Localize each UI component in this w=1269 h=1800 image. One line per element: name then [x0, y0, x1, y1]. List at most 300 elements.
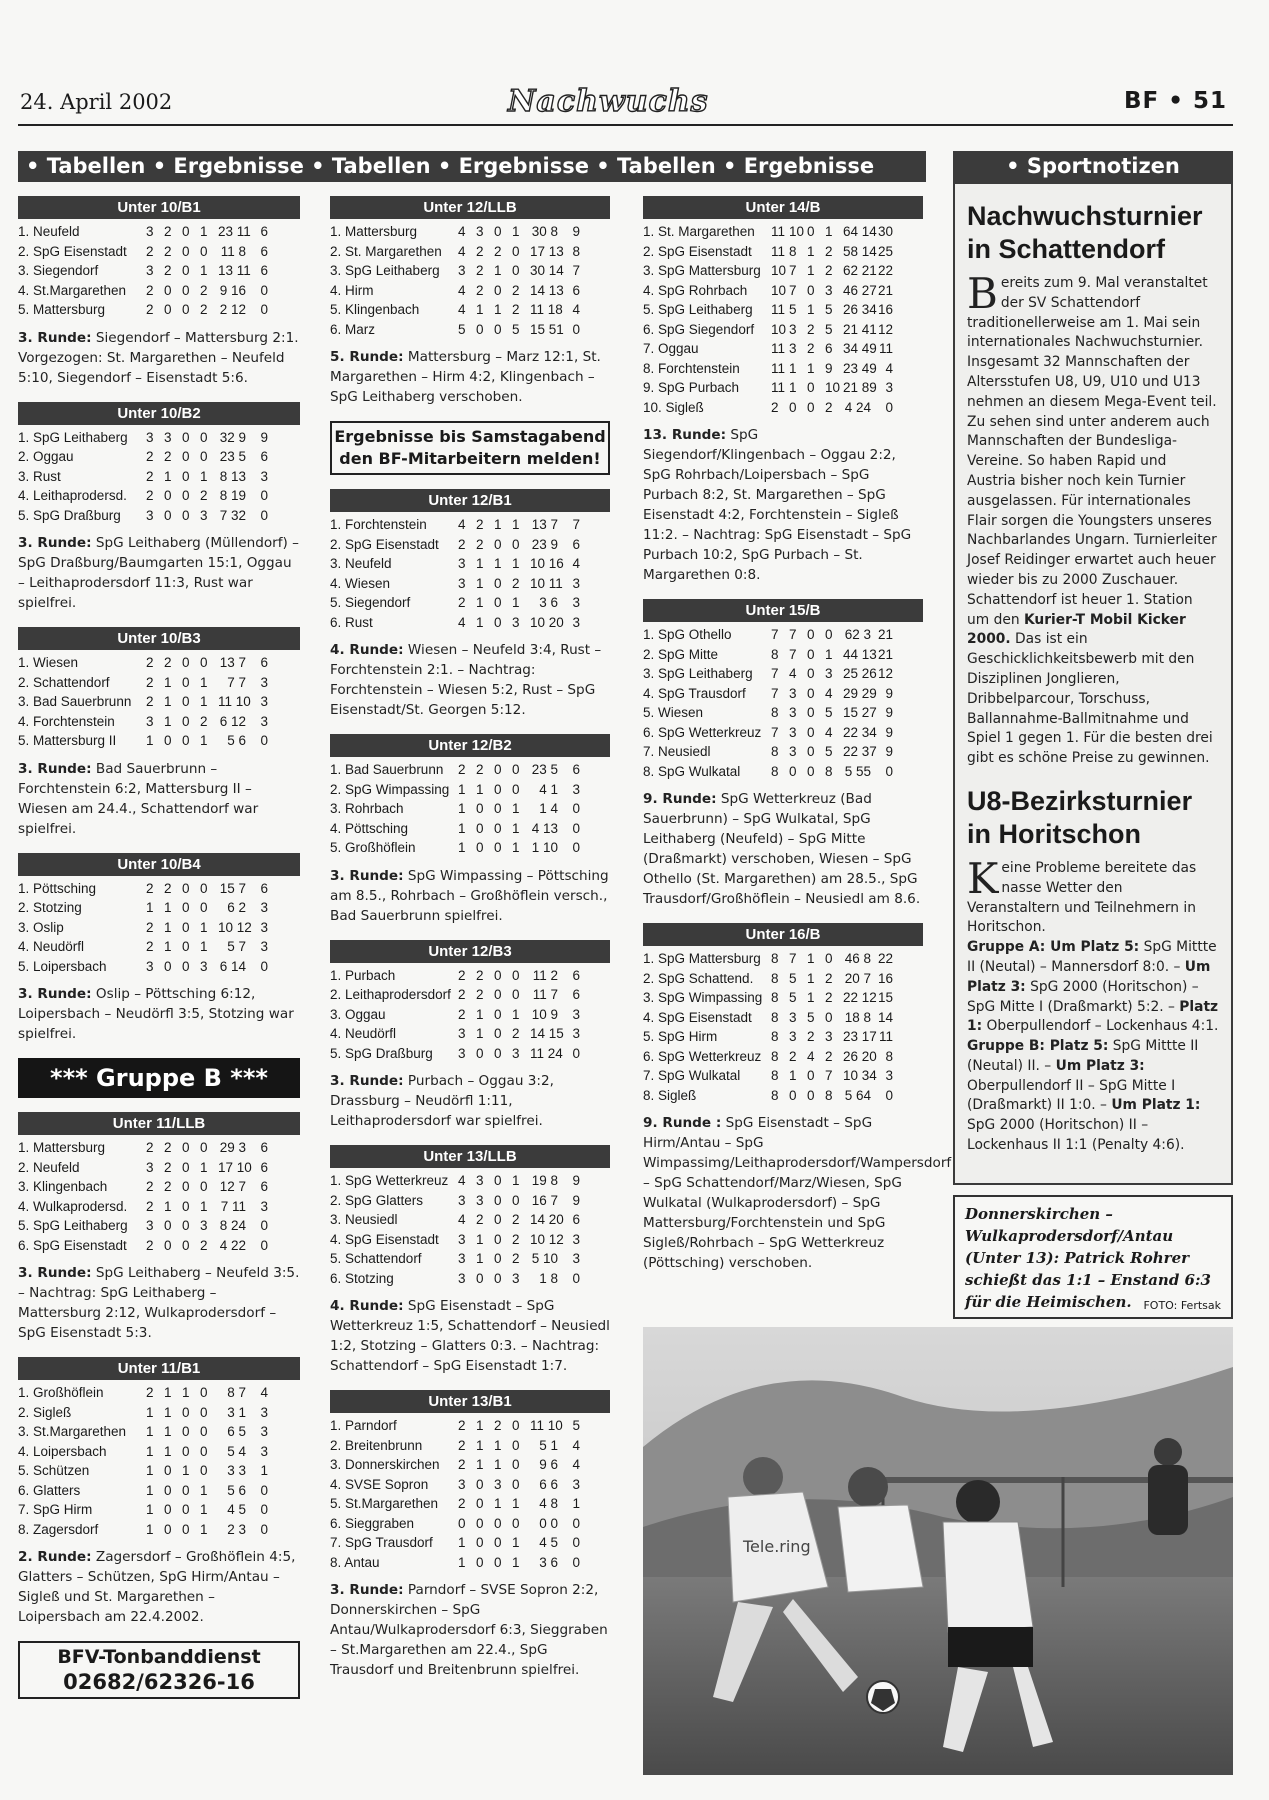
gruppe-b-heading: *** Gruppe B *** — [18, 1058, 300, 1098]
wins: 7 — [789, 627, 797, 642]
losses: 1 — [512, 556, 520, 571]
points: 9 — [885, 724, 893, 740]
team-name: 5. SpG Leithaberg — [18, 1218, 128, 1233]
draws: 1 — [494, 263, 502, 278]
games: 2 — [146, 919, 154, 935]
wins: 1 — [164, 713, 172, 729]
wins: 0 — [164, 507, 172, 523]
games: 7 — [771, 666, 779, 681]
goals: 4 22 — [219, 1237, 246, 1253]
games: 3 — [458, 1026, 466, 1041]
wins: 2 — [476, 967, 484, 983]
losses: 0 — [825, 951, 833, 966]
games: 2 — [146, 1237, 154, 1253]
losses: 0 — [200, 1443, 208, 1459]
points: 3 — [260, 919, 268, 935]
draws: 0 — [494, 1231, 502, 1247]
games: 11 — [771, 224, 786, 239]
draws: 0 — [494, 1045, 502, 1061]
draws: 0 — [182, 302, 190, 317]
article-body-2: Keine Probleme bereitete das nasse Wetter den Veranstaltern und Teilnehmern in Horitschon. Gruppe A: Um Platz 5: SpG Mittte II (Neutal) – Mannersdorf 8:0. – Um Platz 3: SpG 2000 (Horitschon) – SpG Mitte I (Draßmarkt) 5:2. – Platz 1: Oberpullendorf – Lockenhaus 4:1. Gruppe B: Platz 5: SpG Mittte II (Neutal) II. – Um Platz 3: Oberpullendorf II – SpG Mitte I (Draßmarkt) II 1:0. – Um Platz 1: SpG 2000 (Horitschon) II – Lockenhaus II 1:1 (Penalty 4:6). — [967, 853, 1219, 1154]
table-row — [18, 1236, 300, 1256]
wins: 3 — [789, 1029, 797, 1044]
standings-table — [18, 627, 300, 839]
team-name: 2. SpG Mitte — [643, 646, 719, 662]
goals: 14 20 — [530, 1212, 564, 1227]
points: 3 — [572, 1231, 580, 1247]
points: 21 — [877, 282, 893, 298]
team-name: 5. Mattersburg II — [18, 733, 117, 748]
wins: 2 — [476, 987, 484, 1002]
goals: 14 15 — [530, 1026, 564, 1041]
goals: 23 11 — [218, 224, 251, 239]
draws: 0 — [182, 488, 190, 503]
team-name: 8. Forchtenstein — [643, 360, 740, 376]
team-name: 5. Schützen — [18, 1463, 90, 1478]
table-row — [643, 378, 923, 398]
round-results: 9. Runde : SpG Eisenstadt – SpG Hirm/Antau – SpG Wimpassimg/Leithaprodersdorf/Wampersdorf – SpG Schattendorf/Marz/Wiesen, SpG Wulkatal (Wulkaprodersdorf) – SpG Mattersburg/Forchtenstein und SpG Sigleß/Rohrbach – SpG Wetterkreuz (Pöttsching) verschoben. — [643, 1115, 952, 1271]
points: 9 — [260, 429, 268, 445]
team-name: 4. Hirm — [330, 282, 374, 298]
table-row — [18, 1442, 300, 1462]
points: 3 — [572, 595, 580, 610]
draws: 0 — [494, 614, 502, 630]
draws: 1 — [807, 360, 815, 376]
team-name: 4. SpG Trausdorf — [643, 685, 746, 701]
points: 9 — [885, 685, 893, 701]
goals: 23 5 — [219, 449, 246, 464]
draws: 0 — [807, 666, 815, 681]
table-row — [18, 1403, 300, 1423]
losses: 2 — [512, 1212, 520, 1227]
wins: 5 — [789, 302, 797, 317]
wins: 7 — [789, 646, 797, 662]
draws: 3 — [494, 1476, 502, 1492]
points: 4 — [572, 302, 580, 317]
losses: 1 — [200, 919, 208, 935]
wins: 3 — [164, 429, 172, 445]
wins: 1 — [164, 1404, 172, 1420]
games: 11 — [771, 243, 786, 259]
goals: 8 19 — [219, 488, 246, 503]
losses: 2 — [825, 990, 833, 1005]
table-row — [18, 242, 300, 262]
losses: 1 — [200, 1502, 208, 1517]
goals: 58 14 — [843, 243, 877, 259]
table-row — [643, 359, 923, 379]
sportnotizen-banner: • Sportnotizen — [953, 151, 1233, 182]
games: 8 — [771, 763, 779, 779]
table-row — [330, 515, 610, 535]
points: 0 — [572, 1535, 580, 1550]
table-row — [18, 300, 300, 320]
table-row — [643, 664, 923, 684]
draws: 1 — [494, 517, 502, 532]
team-name: 5. Mattersburg — [18, 302, 106, 317]
goals: 4 8 — [539, 1496, 558, 1511]
draws: 0 — [182, 958, 190, 974]
losses: 0 — [825, 627, 833, 642]
wins: 10 — [789, 224, 805, 239]
team-name: 8. SpG Wulkatal — [643, 763, 741, 779]
points: 11 — [878, 341, 893, 356]
team-name: 1. SpG Othello — [643, 627, 732, 642]
team-name: 2. SpG Glatters — [330, 1192, 424, 1208]
table-row — [18, 281, 300, 301]
losses: 4 — [825, 724, 833, 740]
wins: 1 — [164, 468, 172, 484]
standings-table — [643, 599, 923, 909]
draws: 0 — [182, 1424, 190, 1439]
table-row — [643, 261, 923, 281]
wins: 0 — [476, 1496, 484, 1511]
games: 4 — [458, 224, 466, 239]
goals: 26 34 — [843, 302, 877, 317]
goals: 8 7 — [227, 1385, 246, 1400]
team-name: 5. SpG Draßburg — [330, 1045, 433, 1061]
goals: 6 5 — [227, 1424, 246, 1439]
team-name: 3. SpG Leithaberg — [330, 263, 440, 278]
losses: 1 — [200, 1159, 208, 1175]
games: 3 — [146, 958, 154, 974]
team-name: 9. SpG Purbach — [643, 380, 740, 395]
losses: 2 — [200, 488, 208, 503]
team-name: 1. SpG Leithaberg — [18, 429, 128, 445]
points: 3 — [572, 1026, 580, 1041]
team-name: 2. St. Margarethen — [330, 243, 442, 259]
games: 1 — [146, 1424, 154, 1439]
games: 2 — [146, 1385, 154, 1400]
wins: 3 — [476, 1192, 484, 1208]
games: 4 — [458, 282, 466, 298]
wins: 0 — [476, 1270, 484, 1286]
team-name: 1. Parndorf — [330, 1418, 397, 1433]
goals: 4 13 — [531, 820, 558, 836]
losses: 1 — [512, 801, 520, 816]
draws: 0 — [182, 1237, 190, 1253]
team-name: 8. Sigleß — [643, 1087, 697, 1103]
draws: 0 — [494, 820, 502, 836]
table-row — [18, 731, 300, 751]
points: 4 — [260, 1385, 268, 1400]
points: 0 — [572, 820, 580, 836]
goals: 46 27 — [843, 282, 877, 298]
table-row — [643, 703, 923, 723]
points: 0 — [260, 1502, 268, 1517]
points: 9 — [885, 744, 893, 759]
losses: 5 — [825, 321, 833, 337]
round-results: 3. Runde: Purbach – Oggau 3:2, Drassburg – Neudörfl 1:11, Leithaprodersdorf war spielfrei. — [330, 1073, 554, 1129]
points: 0 — [885, 1087, 893, 1103]
games: 1 — [458, 1554, 466, 1570]
table-row — [18, 937, 300, 957]
table-row — [18, 506, 300, 526]
losses: 5 — [825, 302, 833, 317]
table-row — [643, 949, 923, 969]
team-name: 1. Pöttsching — [18, 880, 97, 896]
draws: 0 — [807, 1087, 815, 1103]
draws: 5 — [807, 1009, 815, 1025]
games: 1 — [146, 733, 154, 748]
goals: 62 21 — [843, 263, 877, 278]
points: 0 — [260, 1218, 268, 1233]
col1-tables — [18, 196, 300, 1044]
games: 1 — [458, 840, 466, 855]
table-row — [330, 1514, 610, 1534]
points: 0 — [885, 399, 893, 415]
points: 6 — [260, 224, 268, 239]
wins: 1 — [476, 614, 484, 630]
games: 2 — [146, 880, 154, 896]
draws: 0 — [807, 282, 815, 298]
wins: 1 — [789, 380, 797, 395]
table-row — [18, 1177, 300, 1197]
table-row — [643, 1047, 923, 1067]
games: 3 — [146, 1218, 154, 1233]
games: 1 — [146, 1404, 154, 1420]
table-row — [643, 1027, 923, 1047]
section-banner: • Tabellen • Ergebnisse • Tabellen • Ergebnisse • Tabellen • Ergebnisse — [18, 151, 926, 182]
draws: 1 — [807, 243, 815, 259]
team-name: 6. Rust — [330, 614, 373, 630]
page-header — [18, 84, 1233, 126]
team-name: 5. Großhöflein — [330, 840, 416, 855]
jersey-text: Tele.ring — [743, 1537, 811, 1556]
team-name: 6. Sieggraben — [330, 1515, 415, 1531]
goals: 34 49 — [843, 341, 877, 356]
wins: 5 — [789, 990, 797, 1005]
goals: 9 16 — [219, 282, 246, 298]
games: 2 — [146, 1140, 154, 1155]
wins: 3 — [476, 224, 484, 239]
games: 8 — [771, 1048, 779, 1064]
table-row — [18, 486, 300, 506]
draws: 1 — [807, 951, 815, 966]
losses: 3 — [825, 666, 833, 681]
draws: 0 — [807, 763, 815, 779]
points: 6 — [260, 449, 268, 464]
games: 4 — [458, 1212, 466, 1227]
draws: 0 — [807, 646, 815, 662]
results-notice: Ergebnisse bis Samstagabend den BF-Mitarbeitern melden! — [330, 421, 610, 475]
team-name: 3. SpG Leithaberg — [643, 666, 753, 681]
table-row — [330, 1553, 610, 1573]
draws: 4 — [807, 1048, 815, 1064]
losses: 2 — [200, 713, 208, 729]
points: 6 — [260, 1179, 268, 1194]
table-row — [330, 1024, 610, 1044]
points: 6 — [572, 762, 580, 777]
table-row — [330, 242, 610, 262]
table-row — [643, 762, 923, 782]
column-2 — [330, 196, 610, 1694]
table-row — [18, 1422, 300, 1442]
table-row — [330, 1269, 610, 1289]
goals: 10 34 — [843, 1068, 877, 1083]
tonbanddienst-box — [18, 1641, 300, 1699]
games: 11 — [771, 302, 786, 317]
goals: 15 27 — [843, 705, 877, 720]
table-row — [18, 1216, 300, 1236]
team-name: 6. Stotzing — [330, 1270, 394, 1286]
losses: 1 — [512, 1006, 520, 1022]
draws: 1 — [494, 1457, 502, 1472]
table-row — [330, 281, 610, 301]
draws: 0 — [182, 429, 190, 445]
losses: 5 — [825, 705, 833, 720]
draws: 0 — [494, 1251, 502, 1266]
team-name: 3. Oggau — [330, 1006, 386, 1022]
losses: 1 — [200, 939, 208, 954]
table-row — [330, 1005, 610, 1025]
standings-table — [330, 489, 610, 720]
goals: 21 89 — [843, 380, 877, 395]
losses: 0 — [200, 1424, 208, 1439]
draws: 2 — [807, 1029, 815, 1044]
table-row — [330, 1249, 610, 1269]
table-row — [330, 780, 610, 800]
table-row — [330, 760, 610, 780]
team-name: 5. Wiesen — [643, 705, 704, 720]
points: 3 — [260, 713, 268, 729]
games: 11 — [771, 380, 786, 395]
losses: 2 — [512, 302, 520, 317]
round-results: 5. Runde: Mattersburg – Marz 12:1, St. Margarethen – Hirm 4:2, Klingenbach – SpG Leithaberg verschoben. — [330, 349, 601, 405]
wins: 1 — [476, 1457, 484, 1472]
col1-tables-gruppe-b — [18, 1112, 300, 1627]
wins: 2 — [164, 1179, 172, 1194]
wins: 1 — [164, 1424, 172, 1439]
wins: 2 — [476, 762, 484, 777]
round-results: 3. Runde: Parndorf – SVSE Sopron 2:2, Donnerskirchen – SpG Antau/Wulkaprodersdorf 6:3, Sieggraben – St.Margarethen am 22.4., SpG Trausdorf und Breitenbrunn spielfrei. — [330, 1582, 608, 1678]
team-name: 2. SpG Eisenstadt — [18, 243, 127, 259]
goals: 10 11 — [530, 575, 563, 591]
team-name: 4. SpG Eisenstadt — [330, 1231, 439, 1247]
table-row — [330, 819, 610, 839]
losses: 1 — [512, 840, 520, 855]
table-row — [330, 838, 610, 858]
draws: 1 — [182, 1463, 190, 1478]
table-row — [643, 300, 923, 320]
goals: 10 16 — [530, 556, 564, 571]
draws: 0 — [494, 1270, 502, 1286]
standings-table — [18, 196, 300, 388]
standings-table — [18, 853, 300, 1045]
table-row — [330, 1533, 610, 1553]
losses: 2 — [825, 399, 833, 415]
draws: 0 — [494, 762, 502, 777]
team-name: 4. Loipersbach — [18, 1443, 107, 1459]
table-row — [18, 918, 300, 938]
goals: 7 7 — [227, 674, 246, 690]
standings-table — [18, 1112, 300, 1343]
points: 0 — [260, 1482, 268, 1498]
draws: 0 — [182, 224, 190, 239]
team-name: 3. Rust — [18, 468, 61, 484]
games: 2 — [146, 694, 154, 709]
team-name: 6. SpG Siegendorf — [643, 321, 755, 337]
draws: 0 — [494, 1192, 502, 1208]
draws: 0 — [182, 880, 190, 896]
draws: 0 — [182, 263, 190, 278]
draws: 0 — [182, 507, 190, 523]
losses: 1 — [200, 674, 208, 690]
round-results: 3. Runde: Bad Sauerbrunn – Forchtenstein 6:2, Mattersburg II – Wiesen am 24.4., Schattendorf war spielfrei. — [18, 760, 259, 837]
points: 4 — [885, 360, 893, 376]
goals: 23 49 — [843, 360, 877, 376]
draws: 1 — [494, 556, 502, 571]
table-title: Unter 10/B2 — [18, 402, 300, 425]
match-photo — [643, 1327, 1233, 1775]
points: 4 — [572, 556, 580, 571]
games: 3 — [146, 713, 154, 729]
wins: 0 — [164, 1482, 172, 1498]
standings-table — [330, 1145, 610, 1376]
games: 2 — [146, 655, 154, 670]
games: 2 — [771, 399, 779, 415]
draws: 0 — [807, 224, 815, 239]
draws: 2 — [807, 321, 815, 337]
wins: 2 — [476, 263, 484, 278]
points: 11 — [878, 1029, 893, 1044]
losses: 3 — [825, 1029, 833, 1044]
table-row — [18, 261, 300, 281]
table-row — [330, 1191, 610, 1211]
goals: 7 32 — [219, 507, 246, 523]
wins: 1 — [164, 674, 172, 690]
draws: 1 — [494, 302, 502, 317]
points: 0 — [260, 958, 268, 974]
draws: 0 — [182, 1443, 190, 1459]
goals: 5 10 — [531, 1251, 558, 1266]
games: 3 — [458, 556, 466, 571]
team-name: 1. Mattersburg — [330, 224, 418, 239]
draws: 0 — [494, 575, 502, 591]
wins: 0 — [476, 1476, 484, 1492]
standings-table — [643, 196, 923, 585]
team-name: 7. Oggau — [643, 341, 699, 356]
losses: 3 — [512, 1045, 520, 1061]
draws: 0 — [494, 967, 502, 983]
games: 2 — [146, 302, 154, 317]
goals: 12 7 — [219, 1179, 246, 1194]
losses: 1 — [512, 1496, 520, 1511]
points: 30 — [877, 224, 893, 239]
table-title: Unter 12/B3 — [330, 940, 610, 963]
goals: 6 2 — [227, 900, 246, 915]
games: 2 — [146, 1179, 154, 1194]
goals: 26 20 — [843, 1048, 877, 1064]
team-name: 2. SpG Wimpassing — [330, 781, 450, 797]
losses: 0 — [512, 762, 520, 777]
losses: 1 — [200, 468, 208, 484]
points: 3 — [260, 1443, 268, 1459]
points: 0 — [260, 733, 268, 748]
standings-table — [330, 1390, 610, 1680]
table-row — [18, 1138, 300, 1158]
losses: 2 — [825, 1048, 833, 1064]
team-name: 3. SpG Wimpassing — [643, 990, 763, 1005]
wins: 0 — [164, 1237, 172, 1253]
points: 6 — [260, 1140, 268, 1155]
losses: 4 — [825, 685, 833, 701]
wins: 2 — [476, 517, 484, 532]
round-results: 3. Runde: SpG Wimpassing – Pöttsching am 8.5., Rohrbach – Großhöflein versch., Bad Sauerbrunn spielfrei. — [330, 867, 609, 924]
table-row — [643, 242, 923, 262]
goals: 17 13 — [530, 243, 564, 259]
games: 2 — [146, 449, 154, 464]
table-title: Unter 15/B — [643, 599, 923, 622]
